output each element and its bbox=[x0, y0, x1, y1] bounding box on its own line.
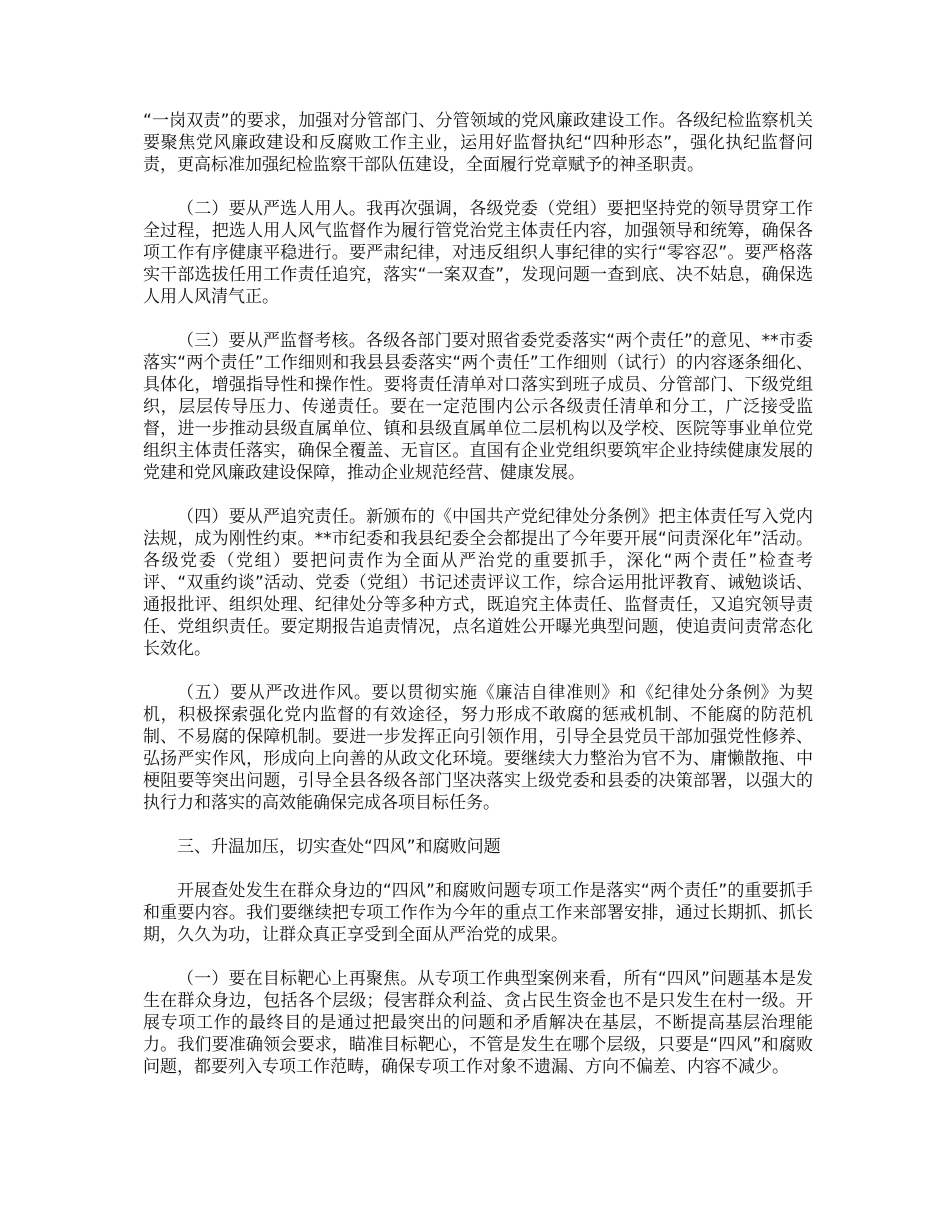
paragraph-selection-of-personnel: （二）要从严选人用人。我再次强调，各级党委（党组）要把坚持党的领导贯穿工作全过程，把选人用人风气监督作为履行管党治党主体责任内容，加强领导和统筹，确保各项工作有序健康平稳进行。要严肃纪律，对违反组织人事纪律的实行“零容忍”。要严格落实干部选拔任用工作责任追究，落实“一案双查”，发现问题一查到底、决不姑息，确保选人用人风清气正。 bbox=[143, 199, 813, 307]
paragraph-target-focus: （一）要在目标靶心上再聚焦。从专项工作典型案例来看，所有“四风”问题基本是发生在群众身边，包括各个层级；侵害群众利益、贪占民生资金也不是只发生在村一级。开展专项工作的最终目的是通过把最突出的问题和矛盾解决在基层，不断提高基层治理能力。我们要准确领会要求，瞄准目标靶心，不管是发生在哪个层级，只要是“四风”和腐败问题，都要列入专项工作范畴，确保专项工作对象不遗漏、方向不偏差、内容不减少。 bbox=[143, 969, 813, 1077]
paragraph-supervision-assessment: （三）要从严监督考核。各级各部门要对照省委党委落实“两个责任”的意见、**市委落实“两个责任”工作细则和我县县委落实“两个责任”工作细则（试行）的内容逐条细化、具体化，增强指导性和操作性。要将责任清单对口落实到班子成员、分管部门、下级党组织，层层传导压力、传递责任。要在一定范围内公示各级责任清单和分工，广泛接受监督，进一步推动县级直属单位、镇和县级直属单位二层机构以及学校、医院等事业单位党组织主体责任落实，确保全覆盖、无盲区。直国有企业党组织要筑牢企业持续健康发展的党建和党风廉政建设保障，推动企业规范经营、健康发展。 bbox=[143, 331, 813, 483]
paragraph-special-work: 开展查处发生在群众身边的“四风”和腐败问题专项工作是落实“两个责任”的重要抓手和重要内容。我们要继续把专项工作作为今年的重点工作来部署安排，通过长期抓、抓长期，久久为功，让群众真正享受到全面从严治党的成果。 bbox=[143, 881, 813, 945]
section-heading: 三、升温加压，切实查处“四风”和腐败问题 bbox=[177, 837, 501, 857]
document-body bbox=[143, 110, 813, 1100]
paragraph-continued: “一岗双责”的要求，加强对分管部门、分管领域的党风廉政建设工作。各级纪检监察机关要聚焦党风廉政建设和反腐败工作主业，运用好监督执纪“四种形态”，强化执纪监督问责，更高标准加强纪检监察干部队伍建设，全面履行党章赋予的神圣职责。 bbox=[143, 111, 813, 175]
paragraph-accountability: （四）要从严追究责任。新颁布的《中国共产党纪律处分条例》把主体责任写入党内法规，成为刚性约束。**市纪委和我县纪委全会都提出了今年要开展“问责深化年”活动。各级党委（党组）要把问责作为全面从严治党的重要抓手，深化“两个责任”检查考评、“双重约谈”活动、党委（党组）书记述责评议工作，综合运用批评教育、诫勉谈话、通报批评、组织处理、纪律处分等多种方式，既追究主体责任、监督责任，又追究领导责任、党组织责任。要定期报告追责情况，点名道姓公开曝光典型问题，使追责问责常态化长效化。 bbox=[143, 507, 813, 659]
paragraph-work-style: （五）要从严改进作风。要以贯彻实施《廉洁自律准则》和《纪律处分条例》为契机，积极探索强化党内监督的有效途径，努力形成不敢腐的惩戒机制、不能腐的防范机制、不易腐的保障机制。要进一步发挥正向引领作用，引导全县党员干部加强党性修养、弘扬严实作风，形成向上向善的从政文化环境。要继续大力整治为官不为、庸懒散拖、中梗阻要等突出问题，引导全县各级各部门坚决落实上级党委和县委的决策部署，以强大的执行力和落实的高效能确保完成各项目标任务。 bbox=[143, 683, 813, 813]
